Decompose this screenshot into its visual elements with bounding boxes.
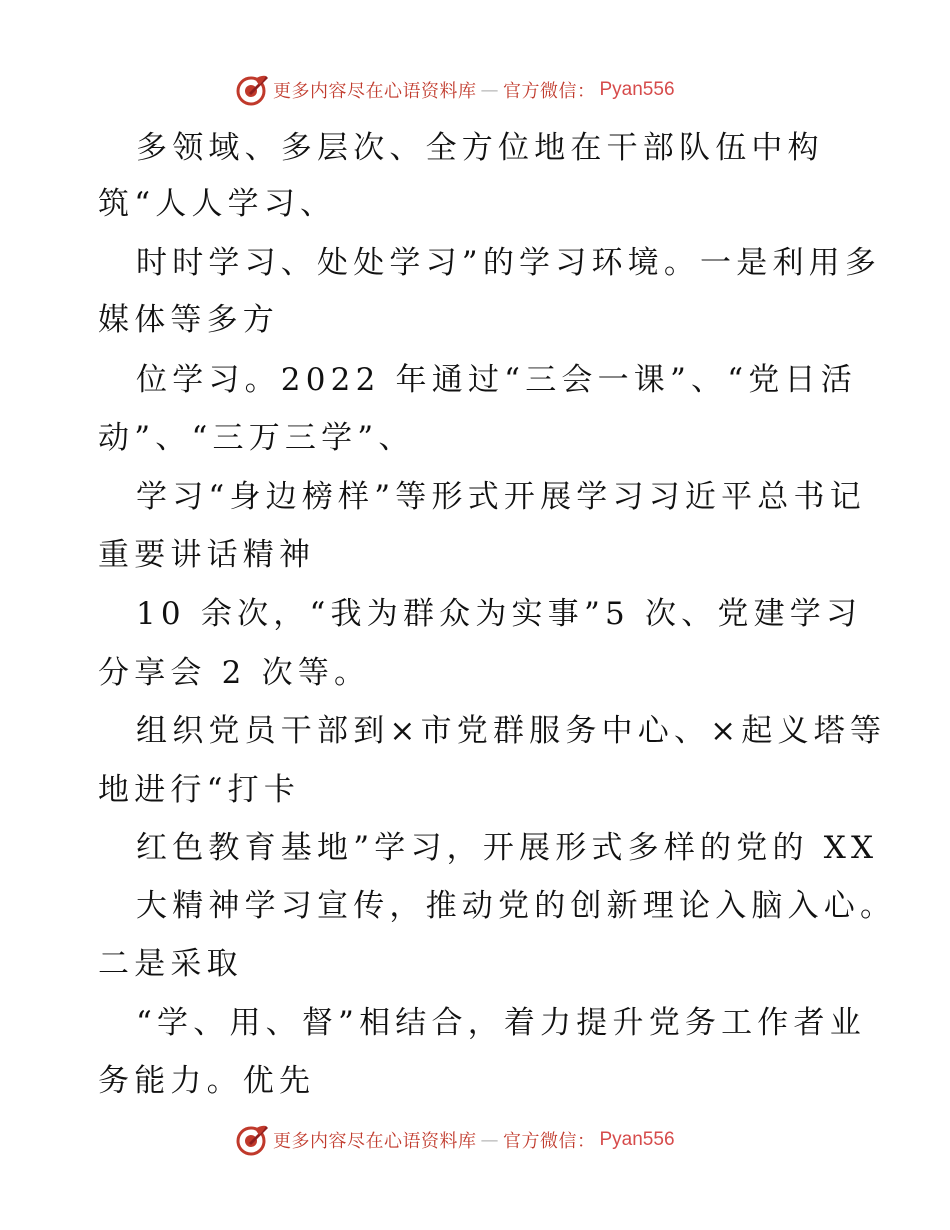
text-line: 大精神学习宣传，推动党的创新理论入脑入心。 [136,888,897,924]
quill-seal-icon [235,1123,269,1157]
text-line: 务能力。优先 [98,1063,316,1099]
footer-watermark [235,1120,755,1160]
watermark-wechat-id: Pyan556 [599,79,675,100]
text-line: 媒体等多方 [98,302,279,338]
text-line: 时时学习、处处学习”的学习环境。一是利用多 [136,245,882,281]
text-line: 重要讲话精神 [98,537,316,573]
text-line: 10 余次，“我为群众为实事”5 次、党建学习 [136,596,863,632]
text-line: 地进行“打卡 [98,772,301,808]
text-line: 红色教育基地”学习，开展形式多样的党的 XX [136,830,879,866]
watermark-wechat-label: 官方微信： [503,81,596,102]
text-line: 组织党员干部到×市党群服务中心、×起义塔等 [136,713,887,749]
text-line: “学、用、督”相结合，着力提升党务工作者业 [136,1005,866,1041]
watermark-wechat-label: 官方微信： [503,1131,596,1152]
watermark-site-text: 更多内容尽在心语资料库 [273,1131,477,1152]
text-line: 多领域、多层次、全方位地在干部队伍中构 [136,130,824,166]
text-line: 二是采取 [98,946,243,982]
watermark-site-text: 更多内容尽在心语资料库 [273,81,477,102]
text-line: 筑“人人学习、 [98,186,337,222]
watermark-separator: — [480,79,499,101]
text-line: 分享会 2 次等。 [98,655,371,691]
text-line: 学习“身边榜样”等形式开展学习习近平总书记 [136,479,866,515]
text-line: 位学习。2022 年通过“三会一课”、“党日活 [136,362,857,398]
text-line: 动”、“三万三学”、 [98,420,415,456]
watermark-wechat-id: Pyan556 [599,1129,675,1150]
watermark-separator: — [480,1129,499,1151]
